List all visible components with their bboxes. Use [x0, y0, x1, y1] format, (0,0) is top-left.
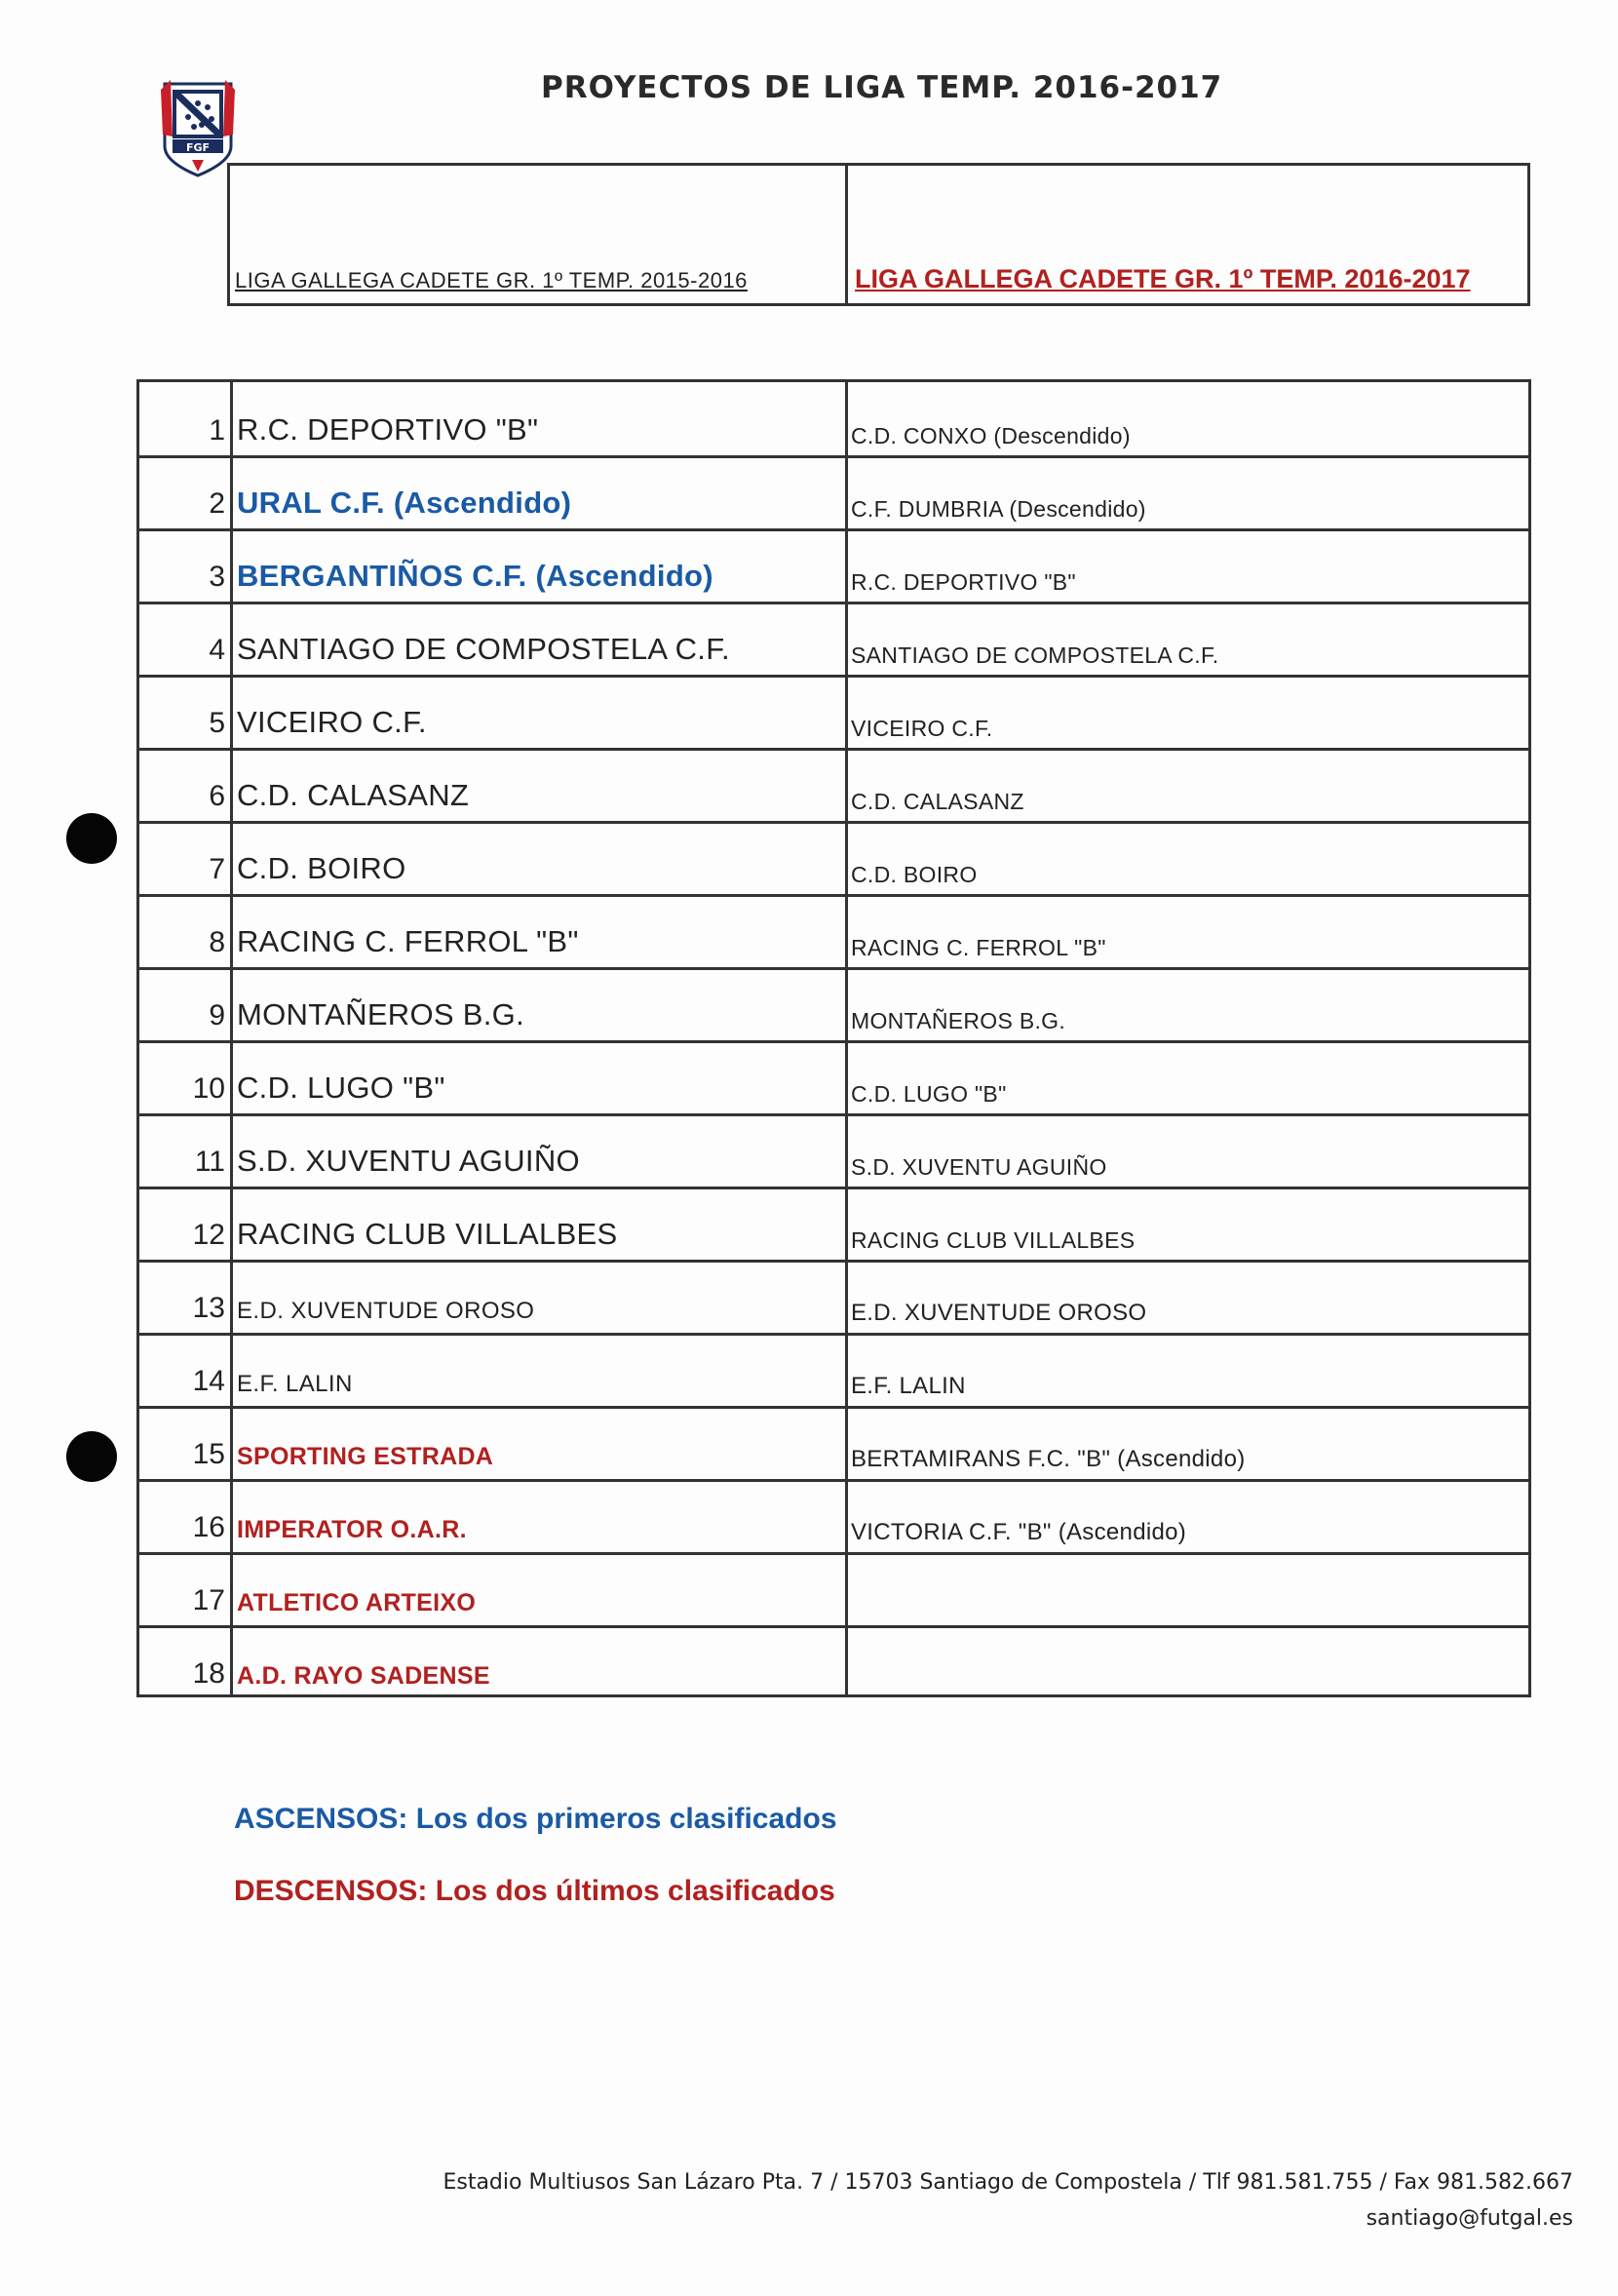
table-row — [139, 1406, 1528, 1482]
team-2015-2016: SANTIAGO DE COMPOSTELA C.F. — [237, 632, 730, 666]
team-2016-2017: E.F. LALIN — [851, 1373, 966, 1399]
table-row — [139, 1479, 1528, 1555]
header-divider — [845, 166, 848, 303]
punch-hole — [66, 813, 117, 864]
logo-text: FGF — [185, 141, 211, 154]
position-number: 13 — [192, 1292, 225, 1324]
team-2016-2017: SANTIAGO DE COMPOSTELA C.F. — [851, 642, 1219, 668]
team-2015-2016: IMPERATOR O.A.R. — [237, 1516, 467, 1543]
standings-table — [136, 379, 1531, 1697]
position-number: 3 — [209, 561, 225, 593]
position-number: 14 — [192, 1365, 225, 1397]
team-2015-2016: S.D. XUVENTU AGUIÑO — [237, 1144, 580, 1178]
ascensos-note: ASCENSOS: Los dos primeros clasificados — [234, 1803, 837, 1835]
team-2016-2017: C.D. BOIRO — [851, 862, 978, 887]
team-2016-2017: RACING C. FERROL "B" — [851, 935, 1106, 960]
team-2016-2017: R.C. DEPORTIVO "B" — [851, 569, 1076, 595]
position-number: 5 — [209, 707, 225, 739]
position-number: 2 — [209, 487, 225, 520]
position-number: 18 — [192, 1657, 225, 1690]
position-number: 15 — [192, 1438, 225, 1470]
position-number: 1 — [209, 414, 225, 447]
table-row — [139, 1260, 1528, 1336]
position-number: 10 — [192, 1072, 225, 1105]
team-2015-2016: A.D. RAYO SADENSE — [237, 1662, 490, 1690]
table-row — [139, 382, 1528, 458]
team-2016-2017: C.F. DUMBRIA (Descendido) — [851, 496, 1146, 522]
right-column-title: LIGA GALLEGA CADETE GR. 1º TEMP. 2016-2017 — [855, 264, 1471, 293]
team-2016-2017: C.D. CALASANZ — [851, 789, 1024, 814]
table-row — [139, 602, 1528, 678]
table-row — [139, 748, 1528, 824]
team-2015-2016: ATLETICO ARTEIXO — [237, 1589, 477, 1616]
table-row — [139, 894, 1528, 970]
position-number: 9 — [209, 999, 225, 1031]
team-2015-2016: RACING CLUB VILLALBES — [237, 1217, 618, 1251]
position-number: 11 — [194, 1146, 225, 1178]
footer-email: santiago@futgal.es — [1366, 2206, 1573, 2231]
position-number: 7 — [209, 853, 225, 885]
team-2015-2016: C.D. LUGO "B" — [237, 1070, 445, 1105]
table-row — [139, 1187, 1528, 1263]
position-number: 8 — [209, 926, 225, 958]
team-2016-2017: E.D. XUVENTUDE OROSO — [851, 1300, 1147, 1326]
team-2016-2017: MONTAÑEROS B.G. — [851, 1008, 1066, 1033]
team-2015-2016: R.C. DEPORTIVO "B" — [237, 412, 539, 447]
team-2015-2016: VICEIRO C.F. — [237, 705, 427, 739]
position-number: 17 — [192, 1584, 225, 1616]
table-row — [139, 821, 1528, 897]
punch-hole — [66, 1431, 117, 1482]
descensos-note: DESCENSOS: Los dos últimos clasificados — [234, 1875, 835, 1907]
table-row — [139, 1552, 1528, 1628]
team-2016-2017: C.D. LUGO "B" — [851, 1081, 1007, 1107]
table-row — [139, 675, 1528, 751]
footer-address: Estadio Multiusos San Lázaro Pta. 7 / 15703 Santiago de Compostela / Tlf 981.581.755 / Fax 981.582.667 — [443, 2170, 1573, 2195]
team-2015-2016: URAL C.F. (Ascendido) — [237, 486, 572, 520]
table-row — [139, 1040, 1528, 1116]
team-2015-2016: SPORTING ESTRADA — [237, 1443, 494, 1470]
fgf-logo — [159, 78, 237, 177]
team-2015-2016: BERGANTIÑOS C.F. (Ascendido) — [237, 559, 713, 593]
team-2016-2017: VICTORIA C.F. "B" (Ascendido) — [851, 1519, 1187, 1545]
team-2015-2016: E.D. XUVENTUDE OROSO — [237, 1298, 535, 1324]
team-2015-2016: C.D. CALASANZ — [237, 778, 470, 812]
table-row — [139, 455, 1528, 531]
team-2016-2017: RACING CLUB VILLALBES — [851, 1227, 1136, 1253]
team-2016-2017: S.D. XUVENTU AGUIÑO — [851, 1154, 1107, 1180]
page-title: PROYECTOS DE LIGA TEMP. 2016-2017 — [541, 70, 1223, 105]
table-row — [139, 1625, 1528, 1698]
position-number: 16 — [192, 1511, 225, 1543]
table-row — [139, 1113, 1528, 1189]
team-2016-2017: VICEIRO C.F. — [851, 716, 993, 741]
left-column-title: LIGA GALLEGA CADETE GR. 1º TEMP. 2015-2016 — [235, 268, 748, 292]
table-row — [139, 528, 1528, 604]
table-row — [139, 967, 1528, 1043]
team-2015-2016: MONTAÑEROS B.G. — [237, 997, 525, 1031]
team-2016-2017: BERTAMIRANS F.C. "B" (Ascendido) — [851, 1446, 1246, 1472]
position-number: 6 — [209, 780, 225, 812]
team-2015-2016: E.F. LALIN — [237, 1371, 353, 1397]
table-row — [139, 1333, 1528, 1409]
season-header-box — [227, 163, 1530, 306]
team-2016-2017: C.D. CONXO (Descendido) — [851, 423, 1131, 448]
team-2015-2016: C.D. BOIRO — [237, 851, 406, 885]
team-2015-2016: RACING C. FERROL "B" — [237, 924, 579, 958]
position-number: 4 — [209, 634, 225, 666]
position-number: 12 — [192, 1219, 225, 1251]
